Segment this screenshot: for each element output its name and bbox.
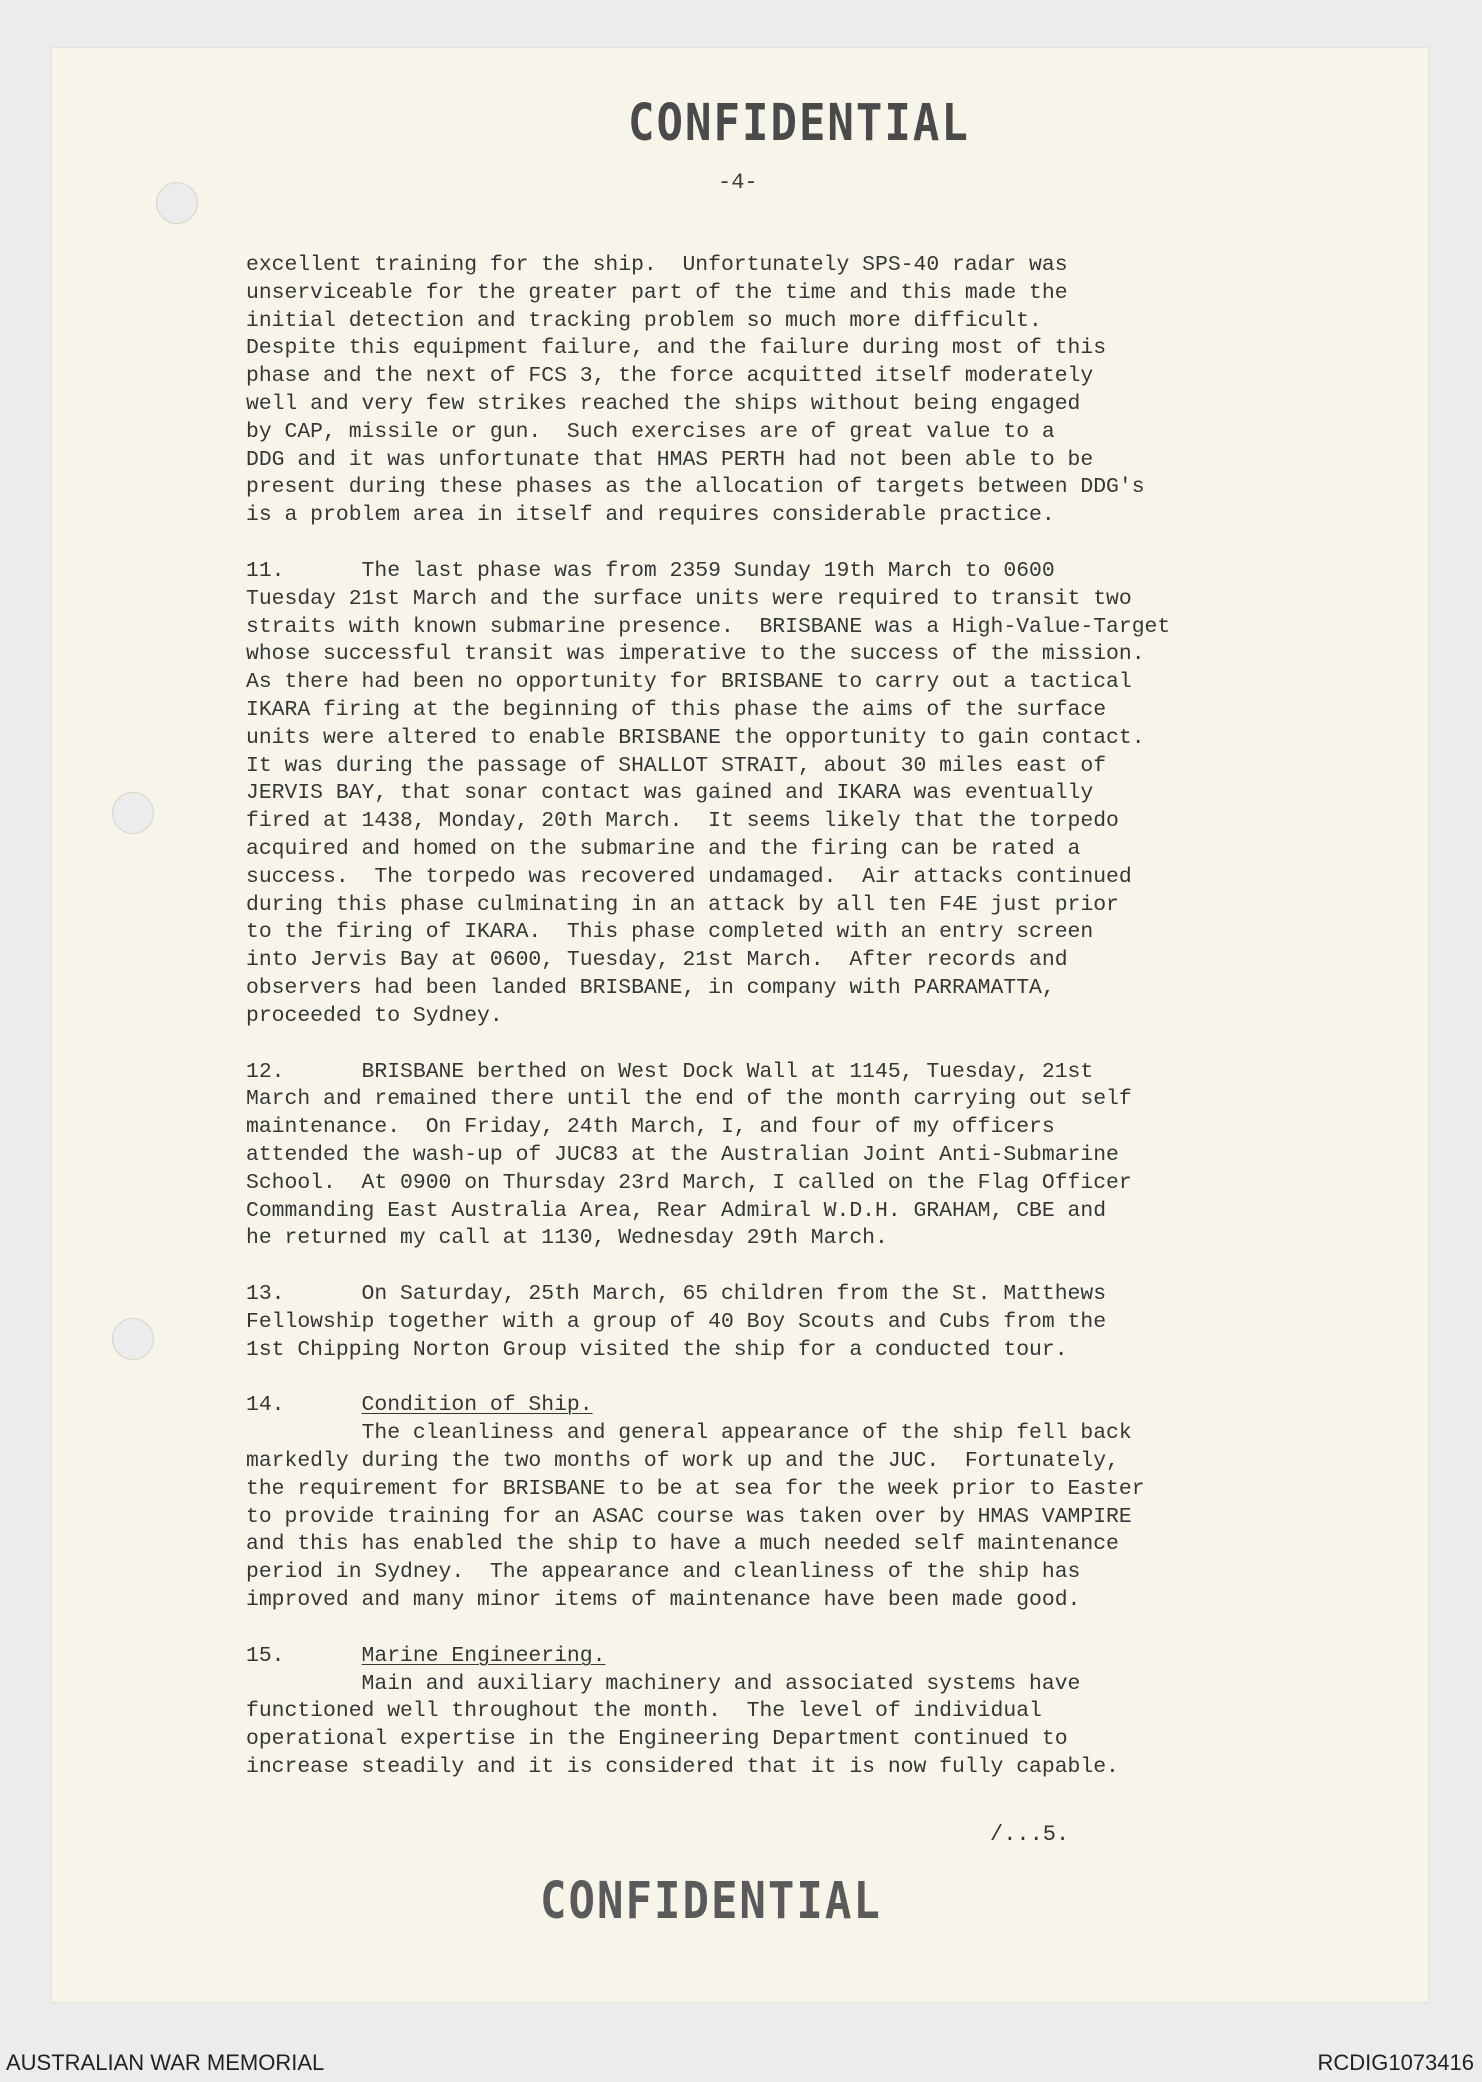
line: initial detection and tracking problem so much more difficult. [246, 308, 1042, 333]
line: improved and many minor items of maintenance have been made good. [246, 1588, 1081, 1613]
section-number: 14. [246, 1393, 285, 1418]
classification-stamp-bottom: CONFIDENTIAL [540, 1872, 882, 1931]
line: observers had been landed BRISBANE, in company with PARRAMATTA, [246, 975, 1055, 1000]
line: IKARA firing at the beginning of this phase the aims of the surface [246, 697, 1107, 722]
continuation-marker: /...5. [990, 1822, 1070, 1847]
archive-label: AUSTRALIAN WAR MEMORIAL [6, 2050, 325, 2075]
paragraph-11 [246, 558, 1286, 1031]
line: units were altered to enable BRISBANE the opportunity to gain contact. [246, 725, 1145, 750]
line: to the firing of IKARA. This phase completed with an entry screen [246, 920, 1094, 945]
line: School. At 0900 on Thursday 23rd March, I called on the Flag Officer [246, 1170, 1132, 1195]
line: phase and the next of FCS 3, the force acquitted itself moderately [246, 364, 1094, 389]
archive-id: RCDIG1073416 [1317, 2050, 1474, 2075]
line: operational expertise in the Engineering Department continued to [246, 1727, 1068, 1752]
line: well and very few strikes reached the ships without being engaged [246, 391, 1081, 416]
line: 11. The last phase was from 2359 Sunday 19th March to 0600 [246, 558, 1055, 583]
line: maintenance. On Friday, 24th March, I, and four of my officers [246, 1115, 1055, 1140]
line: into Jervis Bay at 0600, Tuesday, 21st March. After records and [246, 948, 1068, 973]
line: the requirement for BRISBANE to be at sea for the week prior to Easter [246, 1476, 1145, 1501]
line: Commanding East Australia Area, Rear Admiral W.D.H. GRAHAM, CBE and [246, 1198, 1107, 1223]
paragraph-13 [246, 1281, 1286, 1364]
section-15 [246, 1643, 1286, 1782]
section-heading: Condition of Ship. [361, 1393, 593, 1418]
line: It was during the passage of SHALLOT STRAIT, about 30 miles east of [246, 753, 1107, 778]
line: JERVIS BAY, that sonar contact was gained and IKARA was eventually [246, 781, 1094, 806]
line: present during these phases as the allocation of targets between DDG's [246, 475, 1145, 500]
line: 1st Chipping Norton Group visited the ship for a conducted tour. [246, 1337, 1068, 1362]
line: Fellowship together with a group of 40 Boy Scouts and Cubs from the [246, 1309, 1107, 1334]
paragraph-12 [246, 1059, 1286, 1254]
line: Despite this equipment failure, and the failure during most of this [246, 336, 1107, 361]
line: increase steadily and it is considered that it is now fully capable. [246, 1755, 1119, 1780]
line: unserviceable for the greater part of the time and this made the [246, 280, 1068, 305]
line: during this phase culminating in an attack by all ten F4E just prior [246, 892, 1119, 917]
punch-hole-bottom [112, 1318, 154, 1360]
line: attended the wash-up of JUC83 at the Australian Joint Anti-Submarine [246, 1142, 1119, 1167]
line: he returned my call at 1130, Wednesday 29th March. [246, 1226, 888, 1251]
line: Main and auxiliary machinery and associated systems have [246, 1671, 1081, 1696]
line: DDG and it was unfortunate that HMAS PERTH had not been able to be [246, 447, 1094, 472]
line: Tuesday 21st March and the surface units were required to transit two [246, 586, 1132, 611]
line: March and remained there until the end of the month carrying out self [246, 1087, 1132, 1112]
line: markedly during the two months of work up and the JUC. Fortunately, [246, 1449, 1119, 1474]
line: As there had been no opportunity for BRISBANE to carry out a tactical [246, 670, 1132, 695]
line: excellent training for the ship. Unfortunately SPS-40 radar was [246, 253, 1068, 277]
punch-hole-top [156, 182, 198, 224]
page-number: -4- [718, 170, 758, 195]
line: success. The torpedo was recovered undamaged. Air attacks continued [246, 864, 1132, 889]
line: period in Sydney. The appearance and cleanliness of the ship has [246, 1560, 1081, 1585]
line: proceeded to Sydney. [246, 1003, 503, 1028]
punch-hole-middle [112, 792, 154, 834]
line: to provide training for an ASAC course was taken over by HMAS VAMPIRE [246, 1504, 1132, 1529]
classification-stamp-top: CONFIDENTIAL [628, 94, 970, 153]
line: 13. On Saturday, 25th March, 65 children from the St. Matthews [246, 1282, 1107, 1307]
paragraph-continuation [246, 252, 1286, 530]
line: and this has enabled the ship to have a much needed self maintenance [246, 1532, 1119, 1557]
line: functioned well throughout the month. The level of individual [246, 1699, 1042, 1724]
line: 12. BRISBANE berthed on West Dock Wall at 1145, Tuesday, 21st [246, 1059, 1094, 1084]
line: straits with known submarine presence. BRISBANE was a High-Value-Target [246, 614, 1171, 639]
line: acquired and homed on the submarine and the firing can be rated a [246, 836, 1081, 861]
document-body [246, 252, 1286, 1810]
line: is a problem area in itself and requires considerable practice. [246, 503, 1055, 528]
line: The cleanliness and general appearance of the ship fell back [246, 1421, 1132, 1446]
section-heading: Marine Engineering. [361, 1643, 606, 1668]
line: by CAP, missile or gun. Such exercises are of great value to a [246, 419, 1055, 444]
section-number: 15. [246, 1643, 285, 1668]
section-14 [246, 1392, 1286, 1614]
line: fired at 1438, Monday, 20th March. It seems likely that the torpedo [246, 809, 1119, 834]
line: whose successful transit was imperative to the success of the mission. [246, 642, 1145, 667]
